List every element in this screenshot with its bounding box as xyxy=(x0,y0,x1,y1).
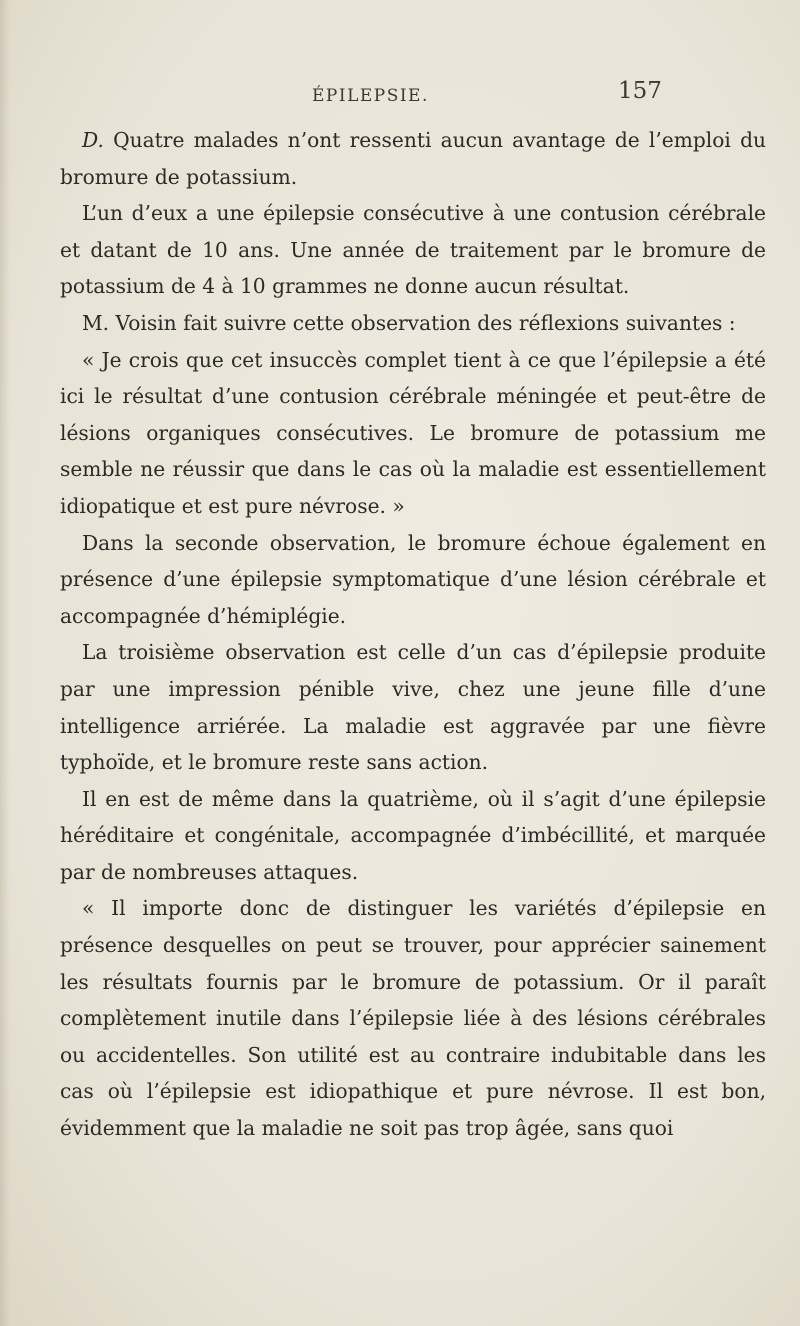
paragraph xyxy=(60,305,766,342)
paragraph-text: Quatre malades n’ont ressenti aucun avantage de l’emploi du bromure de potassium. xyxy=(60,128,766,189)
paragraph xyxy=(60,122,766,195)
page-header xyxy=(0,78,800,118)
paragraph xyxy=(60,195,766,305)
paragraph xyxy=(60,342,766,525)
paragraph xyxy=(60,890,766,1146)
body-text xyxy=(60,122,766,1147)
paragraph-text: M. Voisin fait suivre cette observation des réflexions suivantes : xyxy=(82,310,736,335)
paragraph-text: « Il importe donc de distinguer les variétés d’épilepsie en présence desquelles on peut se trouver, pour apprécier sainement les résultats fournis par le bromure de potassium. Or il paraît complètement inutile dans l’épilepsie liée à des lésions cérébrales ou accidentelles. Son utilité est au contraire indubitable dans les cas où l’épilepsie est idiopathique et pure névrose. Il est bon, évidemment que la maladie ne soit pas trop âgée, sans quoi xyxy=(60,896,766,1141)
paragraph xyxy=(60,634,766,780)
paragraph-text: La troisième observation est celle d’un cas d’épilepsie produite par une impression pénible vive, chez une jeune fille d’une intelligence arriérée. La maladie est aggravée par une fièvre typhoïde, et le bromure reste sans action. xyxy=(60,640,766,775)
paragraph xyxy=(60,525,766,635)
paragraph xyxy=(60,781,766,891)
paragraph-text: L’un d’eux a une épilepsie consécutive à une contusion cérébrale et datant de 10 ans. Une année de traitement par le bromure de potassium de 4 à 10 grammes ne donne aucun résultat. xyxy=(60,201,766,299)
page-number: 157 xyxy=(618,78,662,104)
paragraph-text: Dans la seconde observation, le bromure échoue également en présence d’une épilepsie symptomatique d’une lésion cérébrale et accompagnée d’hémiplégie. xyxy=(60,530,766,628)
paragraph-text: Il en est de même dans la quatrième, où il s’agit d’une épilepsie héréditaire et congénitale, accompagnée d’imbécillité, et marquée par de nombreuses attaques. xyxy=(60,786,766,884)
paragraph-text: « Je crois que cet insuccès complet tient à ce que l’épilepsie a été ici le résultat d’une contusion cérébrale méningée et peut-être de lésions organiques consécutives. Le bromure de potassium me semble ne réussir que dans le cas où la maladie est essentiellement idiopatique et est pure névrose. » xyxy=(60,347,766,518)
page-gutter-shadow xyxy=(0,0,10,1326)
section-letter: D. xyxy=(82,128,104,152)
running-title: ÉPILEPSIE. xyxy=(312,86,429,106)
